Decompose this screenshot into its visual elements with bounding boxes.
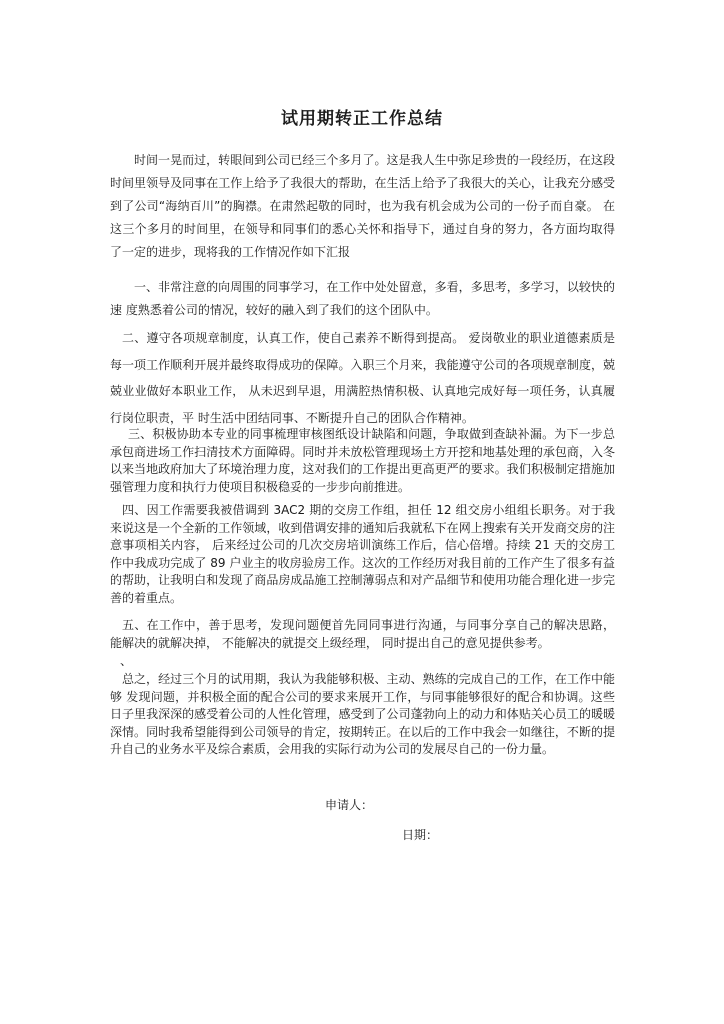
date-label: 日期： [402,828,439,842]
section-two-paragraph: 二、遵守各项规章制度，认真工作，使自己素养不断得到提高。 爱岗敬业的职业道德素质是每一项工作顺利开展并最终取得成功的保障。入职三个月来，我能遵守公司的各项规章制度，兢兢业业做好本职业工作， 从未迟到早退，用满腔热情积极、认真地完成好每一项任务，认真履行岗位职责，平 时生活中团结同事、不断提升自己的团队合作精神。 [110,331,615,425]
section-three-paragraph: 三、积极协助本专业的同事梳理审核图纸设计缺陷和问题，争取做到查缺补漏。为下一步总承包商进场工作扫清技术方面障碍。同时并未放松管理现场土方开挖和地基处理的承包商，入冬以来当地政府加大了环境治理力度，这对我们的工作提出更高更严的要求。我们积极制定措施加强管理力度和执行力使项目积极稳妥的一步步向前推进。 [110,427,615,494]
document-title: 试用期转正工作总结 [281,109,443,129]
section-four-paragraph: 四、因工作需要我被借调到 3AC2 期的交房工作组，担任 12 组交房小组组长职务。对于我来说这是一个全新的工作领域，收到借调安排的通知后我就私下在网上搜索有关开发商交房的注意事项相关内容， 后来经过公司的几次交房培训演练工作后，信心倍增。持续 21 天的交房工作中我成功完成了 89 户业主的收房验房工作。这次的工作经历对我目前的工作产生了很多有益的帮助，让我明白和发现了商品房成品施工控制薄弱点和对产品细节和使用功能合理化进一步完善的着重点。 [110,503,615,605]
stray-mark: 、 [120,654,133,668]
section-one-paragraph: 一、非常注意的向周围的同事学习，在工作中处处留意，多看，多思考，多学习，以较快的速 度熟悉着公司的情况，较好的融入到了我们的这个团队中。 [110,280,615,317]
section-five-paragraph: 五、在工作中，善于思考，发现问题便首先同同事进行沟通，与同事分享自己的解决思路， 能解决的就解决掉， 不能解决的就提交上级经理， 同时提出自己的意见提供参考。 [110,618,615,650]
applicant-label: 申请人： [325,798,374,812]
intro-paragraph: 时间一晃而过，转眼间到公司已经三个多月了。这是我人生中弥足珍贵的一段经历，在这段时间里领导及同事在工作上给予了我很大的帮助，在生活上给予了我很大的关心，让我充分感受到了公司“海纳百川”的胸襟。在肃然起敬的同时，也为我有机会成为公司的一份子而自豪。 在这三个多月的时间里，在领导和同事们的悉心关怀和指导下，通过自身的努力，各方面均取得 了一定的进步，现将我的工作情况作如下汇报 [110,153,615,259]
summary-paragraph: 总之，经过三个月的试用期，我认为我能够积极、主动、熟练的完成自己的工作，在工作中能够 发现问题，并积极全面的配合公司的要求来展开工作，与同事能够很好的配合和协调。这些日子里我深深的感受着公司的人性化管理，感受到了公司蓬勃向上的动力和体贴关心员工的暖暖深情。同时我希望能得到公司领导的肯定，按期转正。在以后的工作中我会一如继往，不断的提升自己的业务水平及综合素质，会用我的实际行动为公司的发展尽自己的一份力量。 [110,672,615,756]
